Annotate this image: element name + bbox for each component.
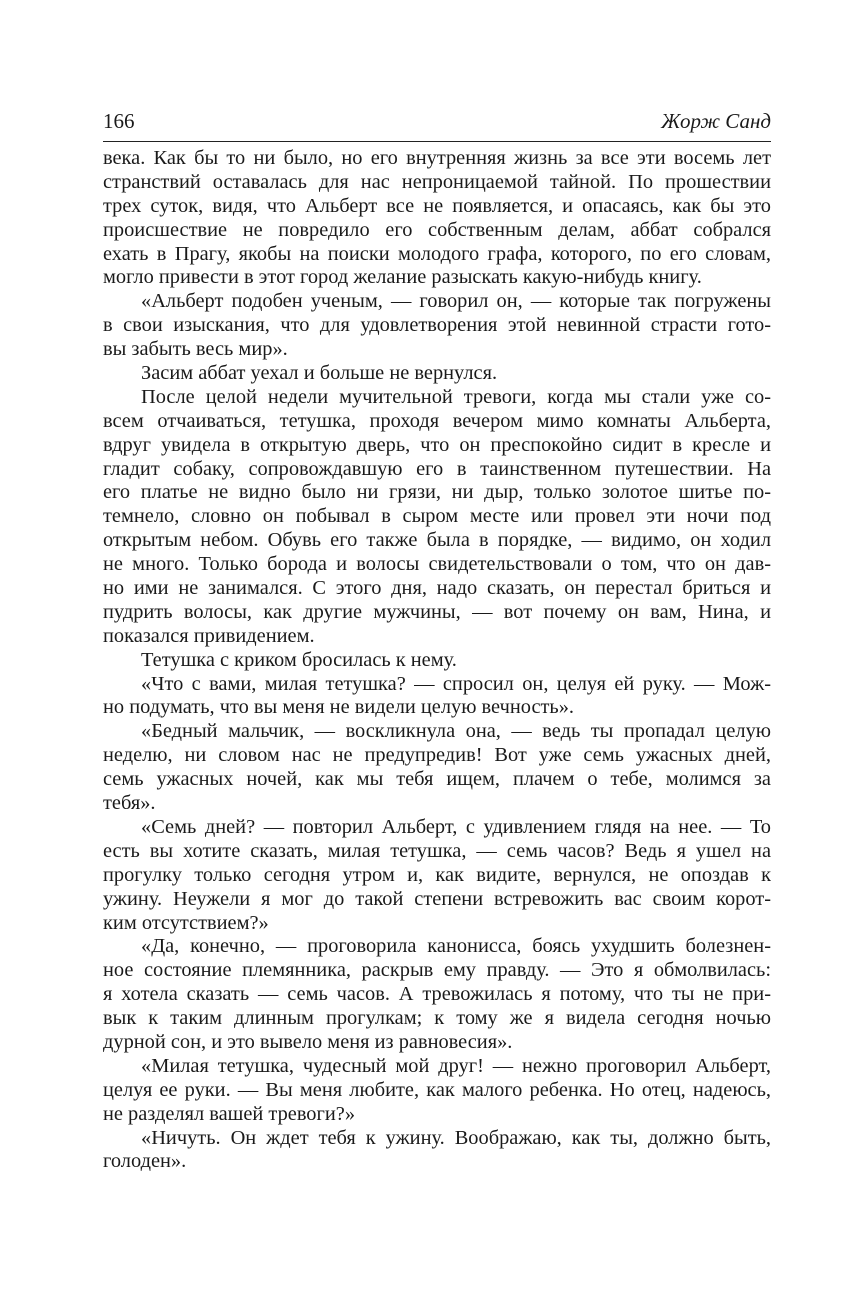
text-line: темнело, словно он побывал в сыром месте или провел эти ночи под (103, 505, 771, 528)
text-line: «Альберт подобен ученым, — говорил он, — которые так погружены (141, 290, 771, 313)
text-line: голоден». (103, 1150, 187, 1173)
text-line: «Да, конечно, — проговорила канонисса, боясь ухудшить болезнен- (141, 935, 771, 958)
text-line: не разделял вашей тревоги?» (103, 1102, 356, 1125)
text-line: века. Как бы то ни было, но его внутренняя жизнь за все эти восемь лет (103, 147, 771, 169)
text-line: могло привести в этот город желание разыскать какую-нибудь книгу. (103, 266, 702, 289)
text-line: Засим аббат уехал и больше не вернулся. (141, 362, 498, 385)
text-line: ужину. Неужели я мог до такой степени встревожить вас своим корот- (103, 887, 771, 910)
text-line: пудрить волосы, как другие мужчины, — вот почему он вам, Нина, и (103, 600, 771, 623)
text-line: семь ужасных ночей, как мы тебя ищем, плачем о тебе, молимся за (103, 768, 771, 791)
text-line: «Милая тетушка, чудесный мой друг! — нежно проговорил Альберт, (141, 1054, 771, 1077)
text-line: дурной сон, и это вывело меня из равновесия». (103, 1030, 513, 1053)
text-line: открытым небом. Обувь его также была в порядке, — видимо, он ходил (103, 529, 771, 552)
text-line: но подумать, что вы меня не видели целую вечность». (103, 696, 575, 719)
text-line: «Что с вами, милая тетушка? — спросил он, целуя ей руку. — Мож- (141, 672, 771, 695)
text-line: его платье не видно было ни грязи, ни дыр, только золотое шитье по- (103, 481, 771, 504)
text-line: «Ничуть. Он ждет тебя к ужину. Воображаю, как ты, должно быть, (141, 1126, 771, 1149)
text-line: есть вы хотите сказать, милая тетушка, — семь часов? Ведь я ушел на (103, 839, 771, 862)
text-line: всем отчаиваться, тетушка, проходя вечером мимо комнаты Альберта, (103, 409, 771, 432)
text-line: После целой недели мучительной тревоги, когда мы стали уже со- (141, 385, 771, 408)
body-text (103, 147, 771, 1174)
text-line: «Семь дней? — повторил Альберт, с удивлением глядя на нее. — То (141, 815, 771, 838)
text-line: целуя ее руки. — Вы меня любите, как малого ребенка. Но отец, надеюсь, (103, 1078, 771, 1101)
text-line: в свои изыскания, что для удовлетворения этой невинной страсти гото- (103, 314, 771, 337)
text-line: не много. Только борода и волосы свидетельствовали о том, что он дав- (103, 553, 771, 576)
text-line: вык к таким длинным прогулкам; к тому же я видела сегодня ночью (103, 1007, 771, 1030)
page-number: 166 (103, 109, 135, 133)
text-line: ким отсутствием?» (103, 911, 269, 934)
text-line: происшествие не повредило его собственным делам, аббат собрался (103, 218, 771, 241)
text-line: странствий оставалась для нас непроницаемой тайной. По прошествии (103, 170, 771, 193)
text-line: гладит собаку, сопровождавшую его в таинственном путешествии. На (103, 457, 771, 480)
text-line: прогулку только сегодня утром и, как видите, вернулся, не опоздав к (103, 863, 771, 886)
text-line: вы забыть весь мир». (103, 338, 288, 361)
text-line: ехать в Прагу, якобы на поиски молодого графа, которого, по его словам, (103, 242, 771, 265)
text-line: показался привидением. (103, 624, 315, 647)
book-page (103, 107, 771, 1174)
text-line: но ими не занимался. С этого дня, надо сказать, он перестал бриться и (103, 577, 771, 600)
running-header (103, 107, 771, 142)
running-title: Жорж Санд (661, 109, 771, 133)
text-line: вдруг увидела в открытую дверь, что он преспокойно сидит в кресле и (103, 433, 771, 456)
text-line: неделю, ни словом нас не предупредив! Вот уже семь ужасных дней, (103, 744, 771, 767)
text-line: тебя». (103, 792, 156, 815)
text-line: «Бедный мальчик, — воскликнула она, — ведь ты пропадал целую (141, 720, 771, 743)
text-line: Тетушка с криком бросилась к нему. (141, 648, 457, 671)
text-line: ное состояние племянника, раскрыв ему правду. — Это я обмолвилась: (103, 959, 771, 982)
text-line: трех суток, видя, что Альберт все не появляется, и опасаясь, как бы это (103, 194, 771, 217)
text-line: я хотела сказать — семь часов. А тревожилась я потому, что ты не при- (103, 983, 771, 1006)
